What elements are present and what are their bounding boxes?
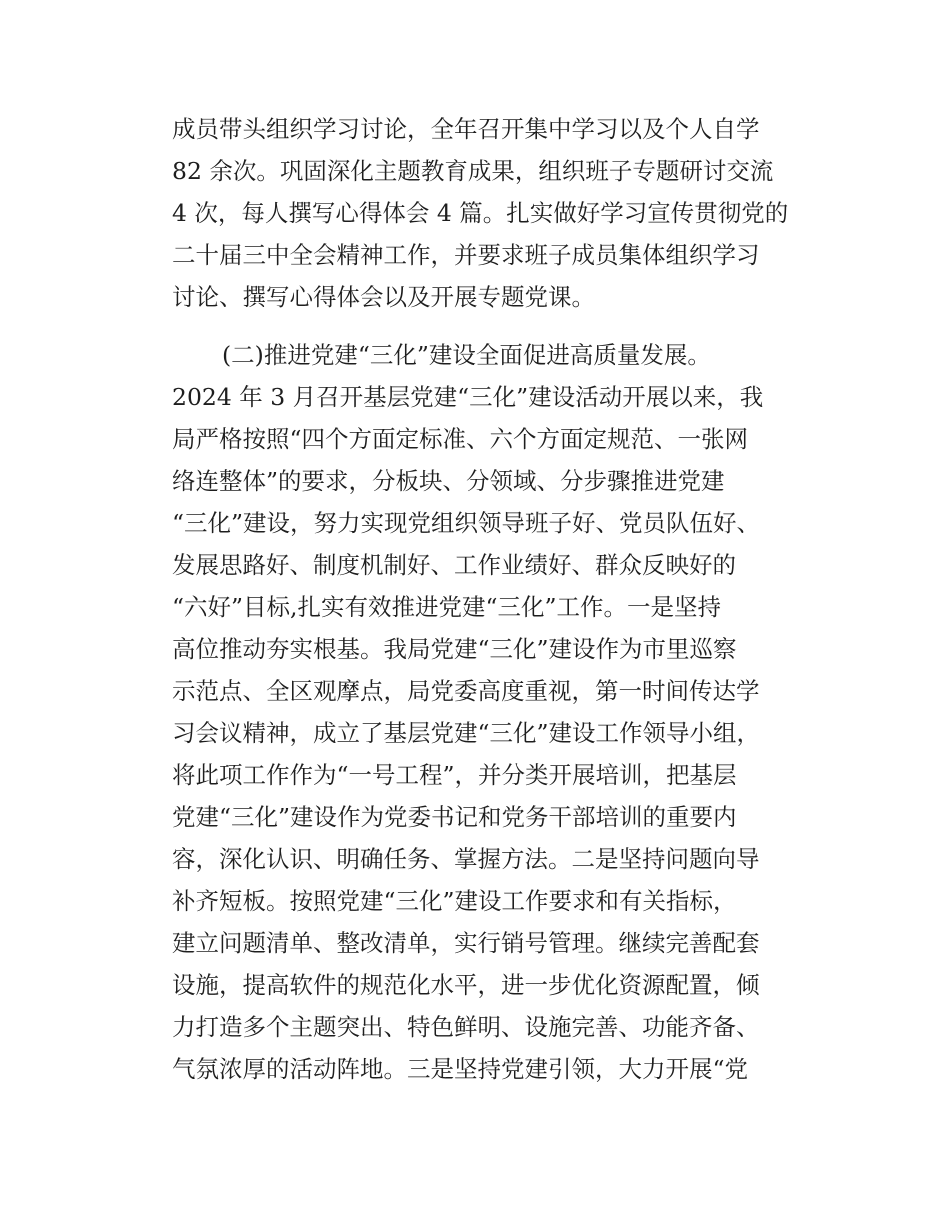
text-line: 将此项工作作为“一号工程”，并分类开展培训，把基层 [172,761,737,789]
text-line: 络连整体”的要求，分板块、分领域、分步骤推进党建 [172,467,725,495]
text-line: 气氛浓厚的活动阵地。三是坚持党建引领，大力开展“党 [172,1055,749,1083]
text-line: 容，深化认识、明确任务、掌握方法。二是坚持问题向导 [172,845,760,873]
text-line: 4 次，每人撰写心得体会 4 篇。扎实做好学习宣传贯彻党的 [172,199,789,227]
text-line: “三化”建设，努力实现党组织领导班子好、党员队伍好、 [172,509,761,537]
text-line: 局严格按照“四个方面定标准、六个方面定规范、一张网 [172,425,749,453]
text-line: 示范点、全区观摩点，局党委高度重视，第一时间传达学 [172,677,760,705]
text-line: “六好”目标,扎实有效推进党建“三化”工作。一是坚持 [172,593,722,621]
text-line: 力打造多个主题突出、特色鲜明、设施完善、功能齐备、 [172,1013,760,1041]
text-line: 设施，提高软件的规范化水平，进一步优化资源配置，倾 [172,971,760,999]
text-line: 讨论、撰写心得体会以及开展专题党课。 [172,283,595,311]
text-line: 习会议精神，成立了基层党建“三化”建设工作领导小组， [172,719,761,747]
text-line: 82 余次。巩固深化主题教育成果，组织班子专题研讨交流 [172,157,774,185]
text-line: 党建“三化”建设作为党委书记和党务干部培训的重要内 [172,803,737,831]
text-line: 补齐短板。按照党建“三化”建设工作要求和有关指标， [172,887,737,915]
text-line: 高位推动夯实根基。我局党建“三化”建设作为市里巡察 [172,635,737,663]
text-line: 发展思路好、制度机制好、工作业绩好、群众反映好的 [172,551,736,579]
text-line: 2024 年 3 月召开基层党建“三化”建设活动开展以来，我 [172,383,764,411]
text-line: 成员带头组织学习讨论，全年召开集中学习以及个人自学 [172,115,760,143]
text-line: 二十届三中全会精神工作，并要求班子成员集体组织学习 [172,241,760,269]
section-heading: (二)推进党建“三化”建设全面促进高质量发展。 [222,341,711,369]
text-line: 建立问题清单、整改清单，实行销号管理。继续完善配套 [172,929,760,957]
